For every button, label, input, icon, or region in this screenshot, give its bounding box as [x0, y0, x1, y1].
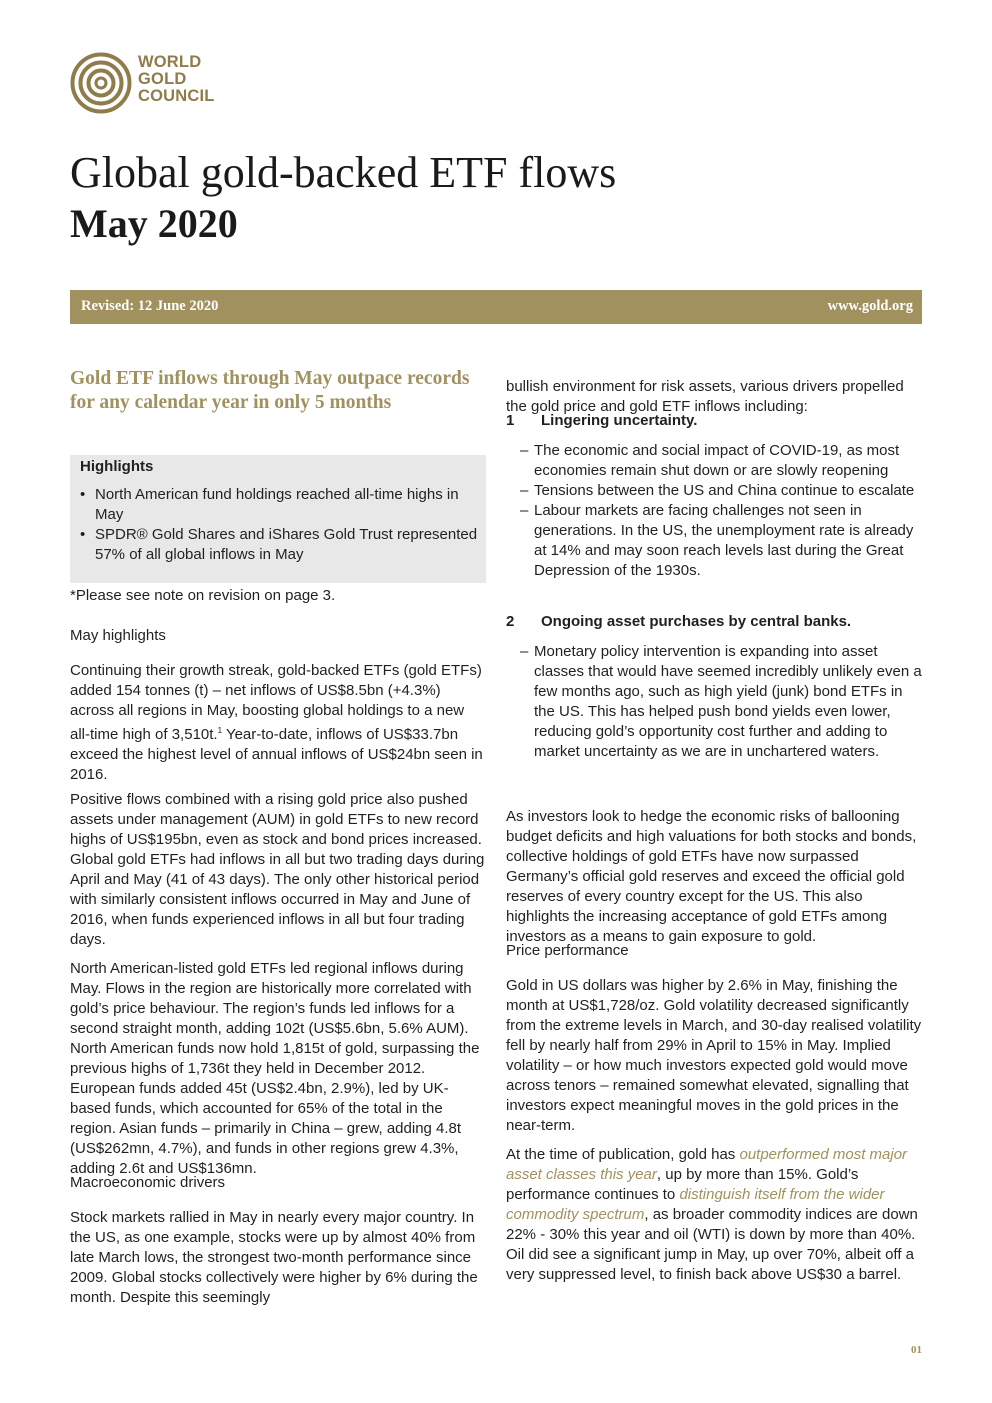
logo-line-2: GOLD	[138, 70, 187, 88]
driver-1-bullets	[506, 441, 922, 581]
page-subtitle: May 2020	[70, 201, 238, 246]
highlights-title: Highlights	[80, 458, 154, 475]
highlights-list	[80, 485, 480, 565]
macro-paragraph-1-cont: bullish environment for risk assets, various drivers propelled the gold price and gold ETF inflows including:	[506, 378, 904, 415]
highlight-item: • North American fund holdings reached all-time highs in May	[80, 485, 480, 525]
may-highlights-paragraph-3: North American-listed gold ETFs led regional inflows during May. Flows in the region are historically more correlated with gold’s price behaviour. The region’s funds led inflows for a second straight month, adding 102t (US$5.6bn, 5.6% AUM). North American funds now hold 1,815t of gold, surpassing the previous highs of 1,736t they held in December 2012. European funds added 45t (US$2.4bn, 2.9%), led by UK-based funds, which accounted for 65% of the total in the region. Asian funds – primarily in China – grew, adding 4.8t (US$262mn, 4.7%), and funds in other regions grew 4.3%, adding 2.6t and US$136mn.	[70, 960, 480, 1177]
price-heading: Price performance	[506, 942, 629, 959]
macro-heading: Macroeconomic drivers	[70, 1174, 226, 1191]
revision-band	[70, 290, 922, 324]
may-highlights-heading: May highlights	[70, 627, 166, 644]
commodity-spectrum-link[interactable]: distinguish itself from the wider commodity spectrum	[506, 1186, 885, 1223]
page-number: 01	[911, 1344, 922, 1356]
macro-paragraph-2: As investors look to hedge the economic risks of ballooning budget deficits and high valuations for both stocks and bonds, collective holdings of gold ETFs have now surpassed Germany’s official gold reserves and exceed the official gold reserves of every country except for the US. This also highlights the increasing acceptance of gold ETFs among investors as a means to gain exposure to gold.	[506, 808, 917, 945]
concentric-rings-icon	[70, 52, 132, 114]
macro-paragraph-1: Stock markets rallied in May in nearly every major country. In the US, as one example, stocks were up by almost 40% from late March lows, the strongest two-month performance since 2009. Global stocks collectively were higher by 6% during the month. Despite this seemingly	[70, 1209, 478, 1306]
driver-number: 1	[506, 412, 515, 429]
price-p2-text: At the time of publication, gold has	[506, 1146, 740, 1163]
revision-note: *Please see note on revision on page 3.	[70, 587, 336, 604]
may-highlights-paragraph-1	[70, 661, 486, 785]
logo-wordmark	[138, 54, 215, 105]
highlight-item: • SPDR® Gold Shares and iShares Gold Trust represented 57% of all global inflows in May	[80, 525, 480, 565]
driver-title: Ongoing asset purchases by central banks.	[541, 613, 852, 630]
driver-bullet: – The economic and social impact of COVID-19, as most economies remain shut down or are slowly reopening	[506, 441, 922, 481]
price-p2-text: , as broader commodity indices are down 22% - 30% this year and oil (WTI) is down by more than 40%. Oil did see a significant jump in May, up over 70%, albeit off a very suppressed level, to finish back above US$30 a barrel.	[506, 1206, 918, 1283]
page-title: Global gold-backed ETF flows	[70, 148, 617, 197]
may-p1-text: Continuing their growth streak, gold-backed ETFs (gold ETFs) added 154 tonnes (t) – net inflows of US$8.5bn (+4.3%) across all regions in May, boosting global holdings to a new all-time high of 3,510t.	[70, 662, 482, 743]
driver-bullet: – Tensions between the US and China continue to escalate	[506, 481, 922, 501]
asset-classes-link[interactable]: outperformed most major asset classes this year	[506, 1146, 908, 1183]
footnote-ref[interactable]: 1	[217, 726, 223, 735]
driver-2-bullets	[506, 642, 922, 762]
may-highlights-paragraph-2: Positive flows combined with a rising gold price also pushed assets under management (AUM) in gold ETFs to new record highs of US$195bn, even as stock and bond prices increased. Global gold ETFs had inflows in all but two trading days during April and May (41 of 43 days). The only other historical period with similarly consistent inflows occurred in May and June of 2016, when funds experienced inflows in all but four trading days.	[70, 791, 485, 948]
driver-bullet: – Labour markets are facing challenges not seen in generations. In the US, the unemployment rate is already at 14% and may soon reach levels last during the Great Depression of the 1930s.	[506, 501, 922, 581]
driver-title: Lingering uncertainty.	[541, 412, 698, 429]
driver-bullet: – Monetary policy intervention is expanding into asset classes that would have seemed incredibly unlikely even a few months ago, such as high yield (junk) bond ETFs in the US. This has helped push bond yields even lower, reducing gold’s opportunity cost further and adding to market uncertainty as we are in unchartered waters.	[506, 642, 922, 762]
may-p1-text-cont: Year-to-date, inflows of US$33.7bn exceed the highest level of annual inflows of US$24bn seen in 2016.	[70, 726, 483, 783]
logo-line-1: WORLD	[138, 53, 202, 71]
revised-date: Revised: 12 June 2020	[81, 298, 219, 314]
price-paragraph-1: Gold in US dollars was higher by 2.6% in May, finishing the month at US$1,728/oz. Gold volatility decreased significantly from the extreme levels in March, and 30-day realised volatility fell by nearly half from 29% in April to 15% in May. Implied volatility – or how much investors expected gold would move across tenors – remained somewhat elevated, signalling that investors expect meaningful moves in the gold prices in the near-term.	[506, 977, 922, 1134]
price-paragraph-2	[506, 1145, 922, 1285]
website-link[interactable]: www.gold.org	[827, 298, 913, 314]
world-gold-council-logo	[70, 52, 250, 114]
lead-heading: Gold ETF inflows through May outpace records for any calendar year in only 5 months	[70, 368, 470, 413]
highlights-box	[70, 455, 486, 583]
driver-number: 2	[506, 613, 515, 630]
logo-line-3: COUNCIL	[138, 87, 215, 105]
price-p2-text: , up by more than 15%. Gold’s performance continues to	[506, 1166, 859, 1203]
